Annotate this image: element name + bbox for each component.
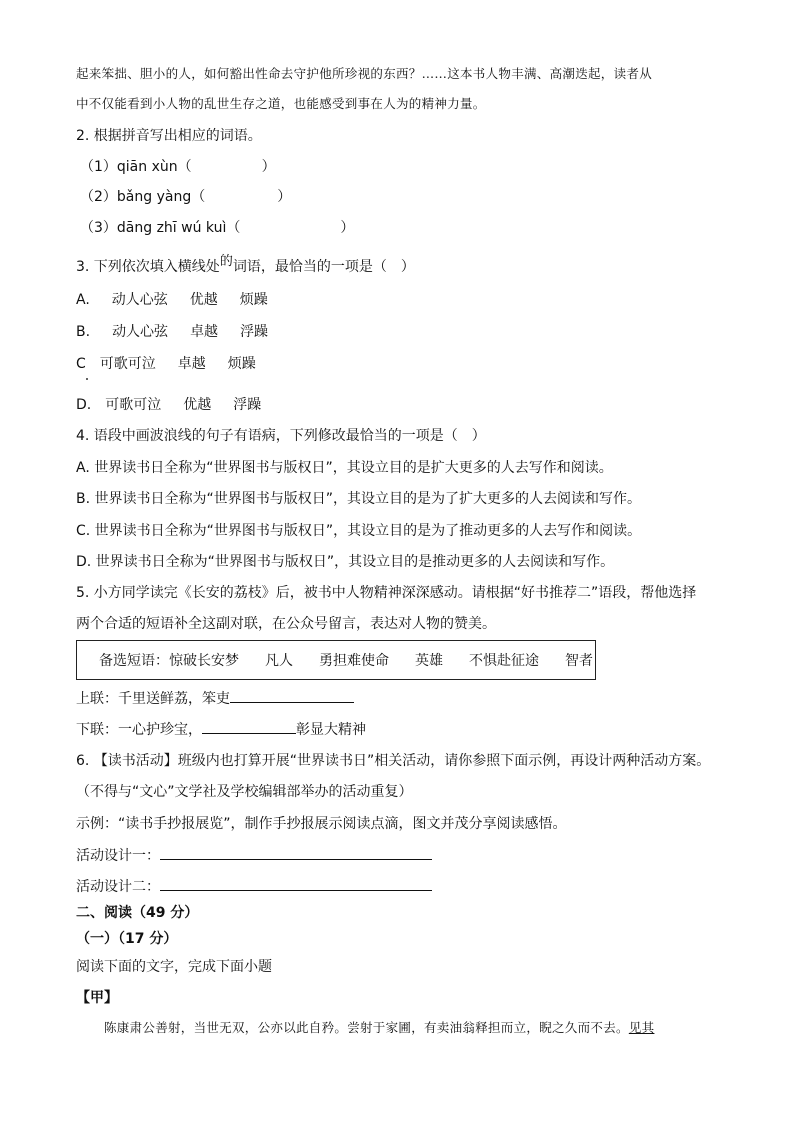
q6-design-1-label: 活动设计一： <box>76 848 160 864</box>
q4-option-b[interactable]: B. 世界读书日全称为“世界图书与版权日”，其设立目的是为了扩大更多的人去阅读和写作。 <box>76 491 642 507</box>
q2-item-2 <box>80 187 291 207</box>
q3-option-b-word-1: 动人心弦 <box>112 324 169 340</box>
q3-title <box>76 254 415 278</box>
q6-design-1 <box>76 845 432 866</box>
q6-example: 示例：“读书手抄报展览”，制作手抄报展示阅读点滴，图文并茂分享阅读感悟。 <box>76 816 567 832</box>
q4-option-a[interactable]: A. 世界读书日全称为“世界图书与版权日”，其设立目的是扩大更多的人去写作和阅读。 <box>76 460 613 476</box>
q3-option-b-word-2: 卓越 <box>190 324 219 340</box>
q3-option-c-letter: C <box>76 356 86 372</box>
q3-option-d-word-1: 可歌可泣 <box>105 397 162 413</box>
q4-option-c[interactable]: C. 世界读书日全称为“世界图书与版权日”，其设立目的是为了推动更多的人去写作和阅读。 <box>76 523 642 539</box>
phrase-box <box>76 640 596 680</box>
passage-text <box>104 1018 654 1038</box>
q2-item-1 <box>80 157 276 177</box>
q3-option-c-word-3: 烦躁 <box>227 356 256 372</box>
q3-option-a-letter: A. <box>76 292 90 308</box>
q6-line-2: （不得与“文心”文学社及学校编辑部举办的活动重复） <box>76 784 413 800</box>
phrase-box-label: 备选短语： <box>99 653 169 669</box>
q3-title-sup: 的 <box>219 254 233 269</box>
passage-jia-label: 【甲】 <box>76 990 118 1006</box>
q6-design-2-label: 活动设计二： <box>76 879 160 895</box>
q3-option-d[interactable] <box>76 395 283 415</box>
q5-lower-blank[interactable] <box>202 719 296 734</box>
q3-option-a-word-2: 优越 <box>189 292 218 308</box>
q2-title: 2. 根据拼音写出相应的词语。 <box>76 128 262 144</box>
reading-instruction: 阅读下面的文字，完成下面小题 <box>76 959 272 975</box>
q5-lower-couplet <box>76 719 366 740</box>
phrase-4: 英雄 <box>415 653 443 669</box>
q3-title-b: 词语，最恰当的一项是（ ） <box>232 259 415 275</box>
phrase-6: 智者 <box>565 653 593 669</box>
passage-tail: 见其 <box>628 1020 655 1035</box>
subsection-heading: （一）（17 分） <box>76 931 178 947</box>
q2-item-1-label: （1）qiān xùn（ <box>80 159 192 175</box>
q5-line-2: 两个合适的短语补全这副对联，在公众号留言，表达对人物的赞美。 <box>76 616 496 632</box>
q3-option-d-word-2: 优越 <box>183 397 212 413</box>
q3-option-c-word-1: 可歌可泣 <box>99 356 156 372</box>
section-heading: 二、阅读（49 分） <box>76 905 199 921</box>
q2-item-3-label: （3）dāng zhī wú kuì（ <box>80 220 241 236</box>
q2-item-3 <box>80 218 354 238</box>
phrase-list <box>99 651 619 671</box>
q3-title-a: 3. 下列依次填入横线处 <box>76 259 220 275</box>
q3-option-b-letter: B. <box>76 324 91 340</box>
q6-design-2-blank[interactable] <box>160 876 432 891</box>
q3-option-d-letter: D. <box>76 397 92 413</box>
q3-option-a-word-3: 烦躁 <box>239 292 268 308</box>
q2-item-1-close: ） <box>261 159 276 175</box>
q5-lower-text-b: 彰显大精神 <box>296 722 366 738</box>
phrase-1: 惊破长安梦 <box>169 653 239 669</box>
q4-option-d[interactable]: D. 世界读书日全称为“世界图书与版权日”，其设立目的是推动更多的人去阅读和写作。 <box>76 554 615 570</box>
q6-line-1: 6. 【读书活动】班级内也打算开展“世界读书日”相关活动，请你参照下面示例，再设计两种活动方案。 <box>76 753 711 769</box>
intro-line-2: 中不仅能看到小人物的乱世生存之道，也能感受到事在人为的精神力量。 <box>76 96 486 111</box>
q3-option-b[interactable] <box>76 322 290 342</box>
passage-main: 陈康肃公善射，当世无双，公亦以此自矜。尝射于家圃，有卖油翁释担而立，睨之久而不去。 <box>104 1020 629 1035</box>
q3-option-d-word-3: 浮躁 <box>233 397 262 413</box>
phrase-5: 不惧赴征途 <box>469 653 539 669</box>
q5-line-1: 5. 小方同学读完《长安的荔枝》后，被书中人物精神深深感动。请根据“好书推荐二”语段，帮他选择 <box>76 585 697 601</box>
q3-option-c-word-2: 卓越 <box>177 356 206 372</box>
q3-option-a-word-1: 动人心弦 <box>111 292 168 308</box>
q6-design-1-blank[interactable] <box>160 845 432 860</box>
phrase-2: 凡人 <box>265 653 293 669</box>
q5-lower-text-a: 下联：一心护珍宝， <box>76 722 202 738</box>
q5-upper-couplet <box>76 688 354 709</box>
q5-upper-blank[interactable] <box>230 688 354 703</box>
q2-item-2-label: （2）bǎng yàng（ <box>80 189 206 205</box>
q6-design-2 <box>76 876 432 897</box>
q2-item-3-close: ） <box>340 220 355 236</box>
q5-upper-text: 上联：千里送鲜荔，笨吏 <box>76 691 230 707</box>
q3-option-b-word-3: 浮躁 <box>240 324 269 340</box>
intro-line-1: 起来笨拙、胆小的人，如何豁出性命去守护他所珍视的东西？……这本书人物丰满、高潮迭起，读者从 <box>76 66 653 81</box>
q2-item-2-close: ） <box>277 189 292 205</box>
phrase-3: 勇担难使命 <box>319 653 389 669</box>
q4-title: 4. 语段中画波浪线的句子有语病，下列修改最恰当的一项是（ ） <box>76 428 486 444</box>
q3-option-a[interactable] <box>76 290 290 310</box>
q3-option-c[interactable] <box>76 354 278 374</box>
stray-dot <box>86 378 88 380</box>
